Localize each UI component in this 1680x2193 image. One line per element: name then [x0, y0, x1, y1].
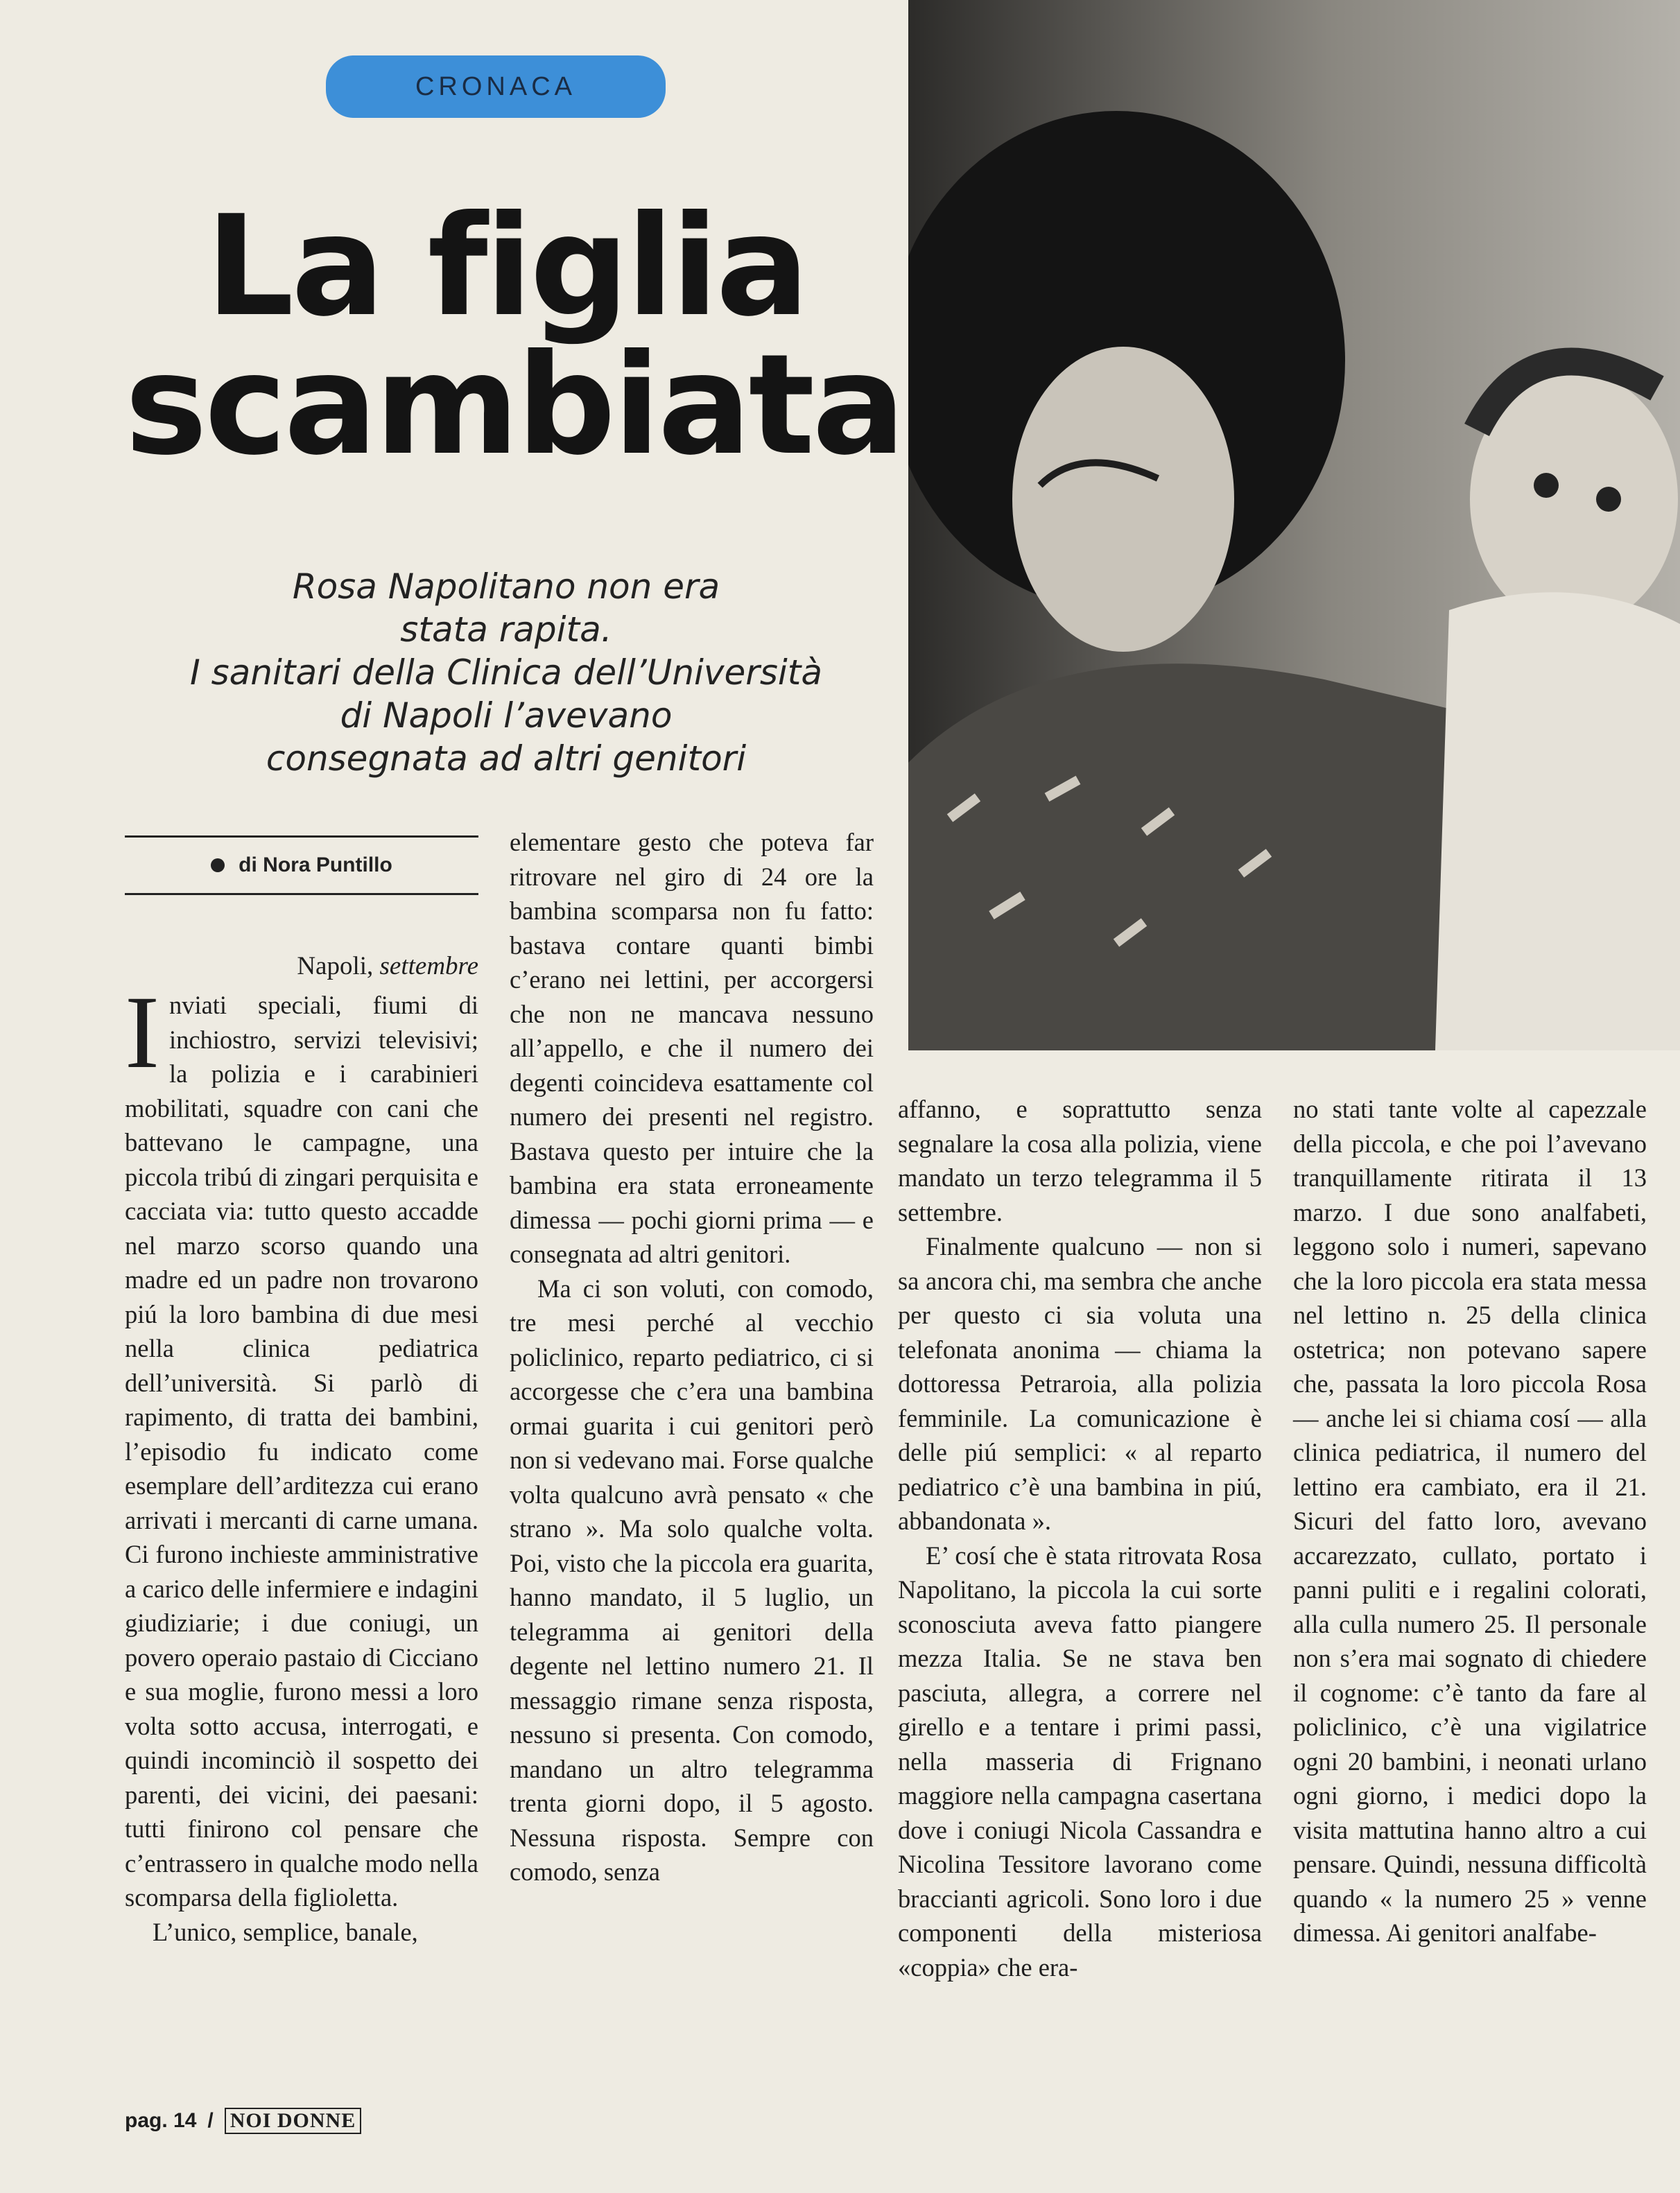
paragraph	[125, 975, 478, 1915]
subhead-line-3: I sanitari della Clinica dell’Università	[189, 652, 823, 693]
body-column-1	[125, 975, 478, 1949]
subhead-line-1: Rosa Napolitano non era	[292, 566, 720, 607]
body-column-2	[510, 825, 874, 1889]
byline	[125, 835, 478, 895]
headline-line-1: La figlia	[205, 186, 807, 347]
footer-separator: /	[207, 2109, 214, 2132]
paragraph: Ma ci son voluti, con comodo, tre mesi perché al vecchio policlinico, reparto pediatrico, ci si accorgesse che c’era una bambina ormai guarita i cui genitori però non si vedevano mai. Forse qualche volta qualcuno avrà pensato « che strano ». Ma solo qualche volta. Poi, visto che la piccola era guarita, hanno mandato, il 5 luglio, un telegramma ai genitori della degente nel lettino numero 21. Il messaggio rimane senza risposta, nessuno si presenta. Con comodo, mandano un altro telegramma trenta giorni dopo, il 5 agosto. Nessuna risposta. Sempre con comodo, senza	[510, 1274, 874, 1886]
photo-mother-child-icon	[908, 0, 1680, 1050]
subhead-line-5: consegnata ad altri genitori	[266, 738, 747, 779]
paragraph: Finalmente qualcuno — non si sa ancora chi, ma sembra che anche per questo ci sia voluta una telefonata anonima — chiama la dottoressa Petraroia, alla polizia femminile. La comunicazione è delle piú semplici: « al reparto pediatrico c’è una bambina in piú, abbandonata ».	[898, 1232, 1262, 1535]
paragraph: elementare gesto che poteva far ritrovare nel giro di 24 ore la bambina scomparsa non fu fatto: bastava contare quanti bimbi c’erano nei lettini, per accorgersi che non ne mancava nessuno all’appello, e che il numero dei degenti coincideva esattamente col numero dei presenti nel registro. Bastava questo per intuire che la bambina era stata erroneamente dimessa — pochi giorni prima — e consegnata ad altri genitori.	[510, 828, 874, 1268]
paragraph: L’unico, semplice, banale,	[153, 1917, 418, 1946]
author-name: di Nora Puntillo	[239, 853, 392, 876]
section-label: CRONACA	[415, 71, 577, 101]
bullet-icon	[211, 858, 225, 872]
subhead-line-2: stata rapita.	[400, 609, 612, 650]
body-column-3	[898, 1092, 1262, 1984]
article-subheadline	[125, 565, 887, 780]
subhead-line-4: di Napoli l’avevano	[340, 695, 673, 736]
paragraph: affanno, e soprattutto senza segnalare la cosa alla polizia, viene mandato un terzo telegramma il 5 settembre.	[898, 1095, 1262, 1226]
drop-cap: I	[125, 975, 159, 1090]
dateline-place: Napoli,	[297, 952, 374, 980]
body-column-4	[1293, 1092, 1647, 1950]
paragraph: E’ cosí che è stata ritrovata Rosa Napolitano, la piccola la cui sorte sconosciuta aveva fatto piangere mezza Italia. Se ne stava ben pasciuta, allegra, a correre nel girello e a tentare i primi passi, nella masseria di Frignano maggiore nella campagna casertana dove i coniugi Nicola Cassandra e Nicolina Tessitore lavorano come braccianti agricoli. Sono loro i due componenti della misteriosa «coppia» che era-	[898, 1541, 1262, 1982]
paragraph: no stati tante volte al capezzale della piccola, e che poi l’avevano tranquillamente ritirata il 13 marzo. I due sono analfabeti, leggono solo i numeri, sapevano che la loro piccola era stata messa nel lettino n. 25 della clinica ostetrica; non potevano sapere che, passata la loro piccola Rosa — anche lei si chiama cosí — alla clinica pediatrica, il numero del lettino era cambiato, era il 21. Sicuri del fatto loro, avevano accarezzato, cullato, portato i panni puliti e i regalini colorati, alla culla numero 25. Il personale non s’era mai sognato di chiedere il cognome: c’è tanto da fare al policlinico, c’è una vigilatrice ogni 20 bambini, i neonati urlano ogni giorno, i medici dopo la visita mattutina hanno altro a cui pensare. Quindi, nessuna difficoltà quando « la numero 25 » venne dimessa. Ai genitori analfabe-	[1293, 1095, 1647, 1947]
magazine-masthead: NOI DONNE	[225, 2108, 362, 2134]
section-badge	[326, 55, 666, 118]
headline-line-2: scambiata	[125, 324, 903, 486]
page-number: pag. 14	[125, 2109, 197, 2132]
page-footer	[125, 2108, 361, 2134]
paragraph-text: nviati speciali, fiumi di inchiostro, servizi televisivi; la polizia e i carabinieri mobilitati, squadre con cani che battevano le campagne, una piccola tribú di zingari perquisita e cacciata via: tutto questo accadde nel marzo scorso quando una madre ed un padre non trovarono piú la loro bambina di due mesi nella clinica pediatrica dell’università. Si parlò di rapimento, di tratta dei bambini, l’episodio fu indicato come esemplare dell’arditezza cui erano arrivati i mercanti di carne umana. Ci furono inchieste amministrative a carico delle infermiere e indagini giudiziarie; i due coniugi, un povero operaio pastaio di Cicciano e sua moglie, furono messi a loro volta sotto accusa, interrogati, e quindi incominciò il sospetto dei parenti, dei vicini, dei paesani: tutti finirono col pensare che c’entrassero in qualche modo nella scomparsa della figlioletta.	[125, 991, 478, 1912]
article-headline	[125, 186, 903, 486]
dateline	[125, 950, 478, 983]
photo-mother-child	[908, 0, 1680, 1050]
dateline-date: settembre	[379, 952, 478, 980]
